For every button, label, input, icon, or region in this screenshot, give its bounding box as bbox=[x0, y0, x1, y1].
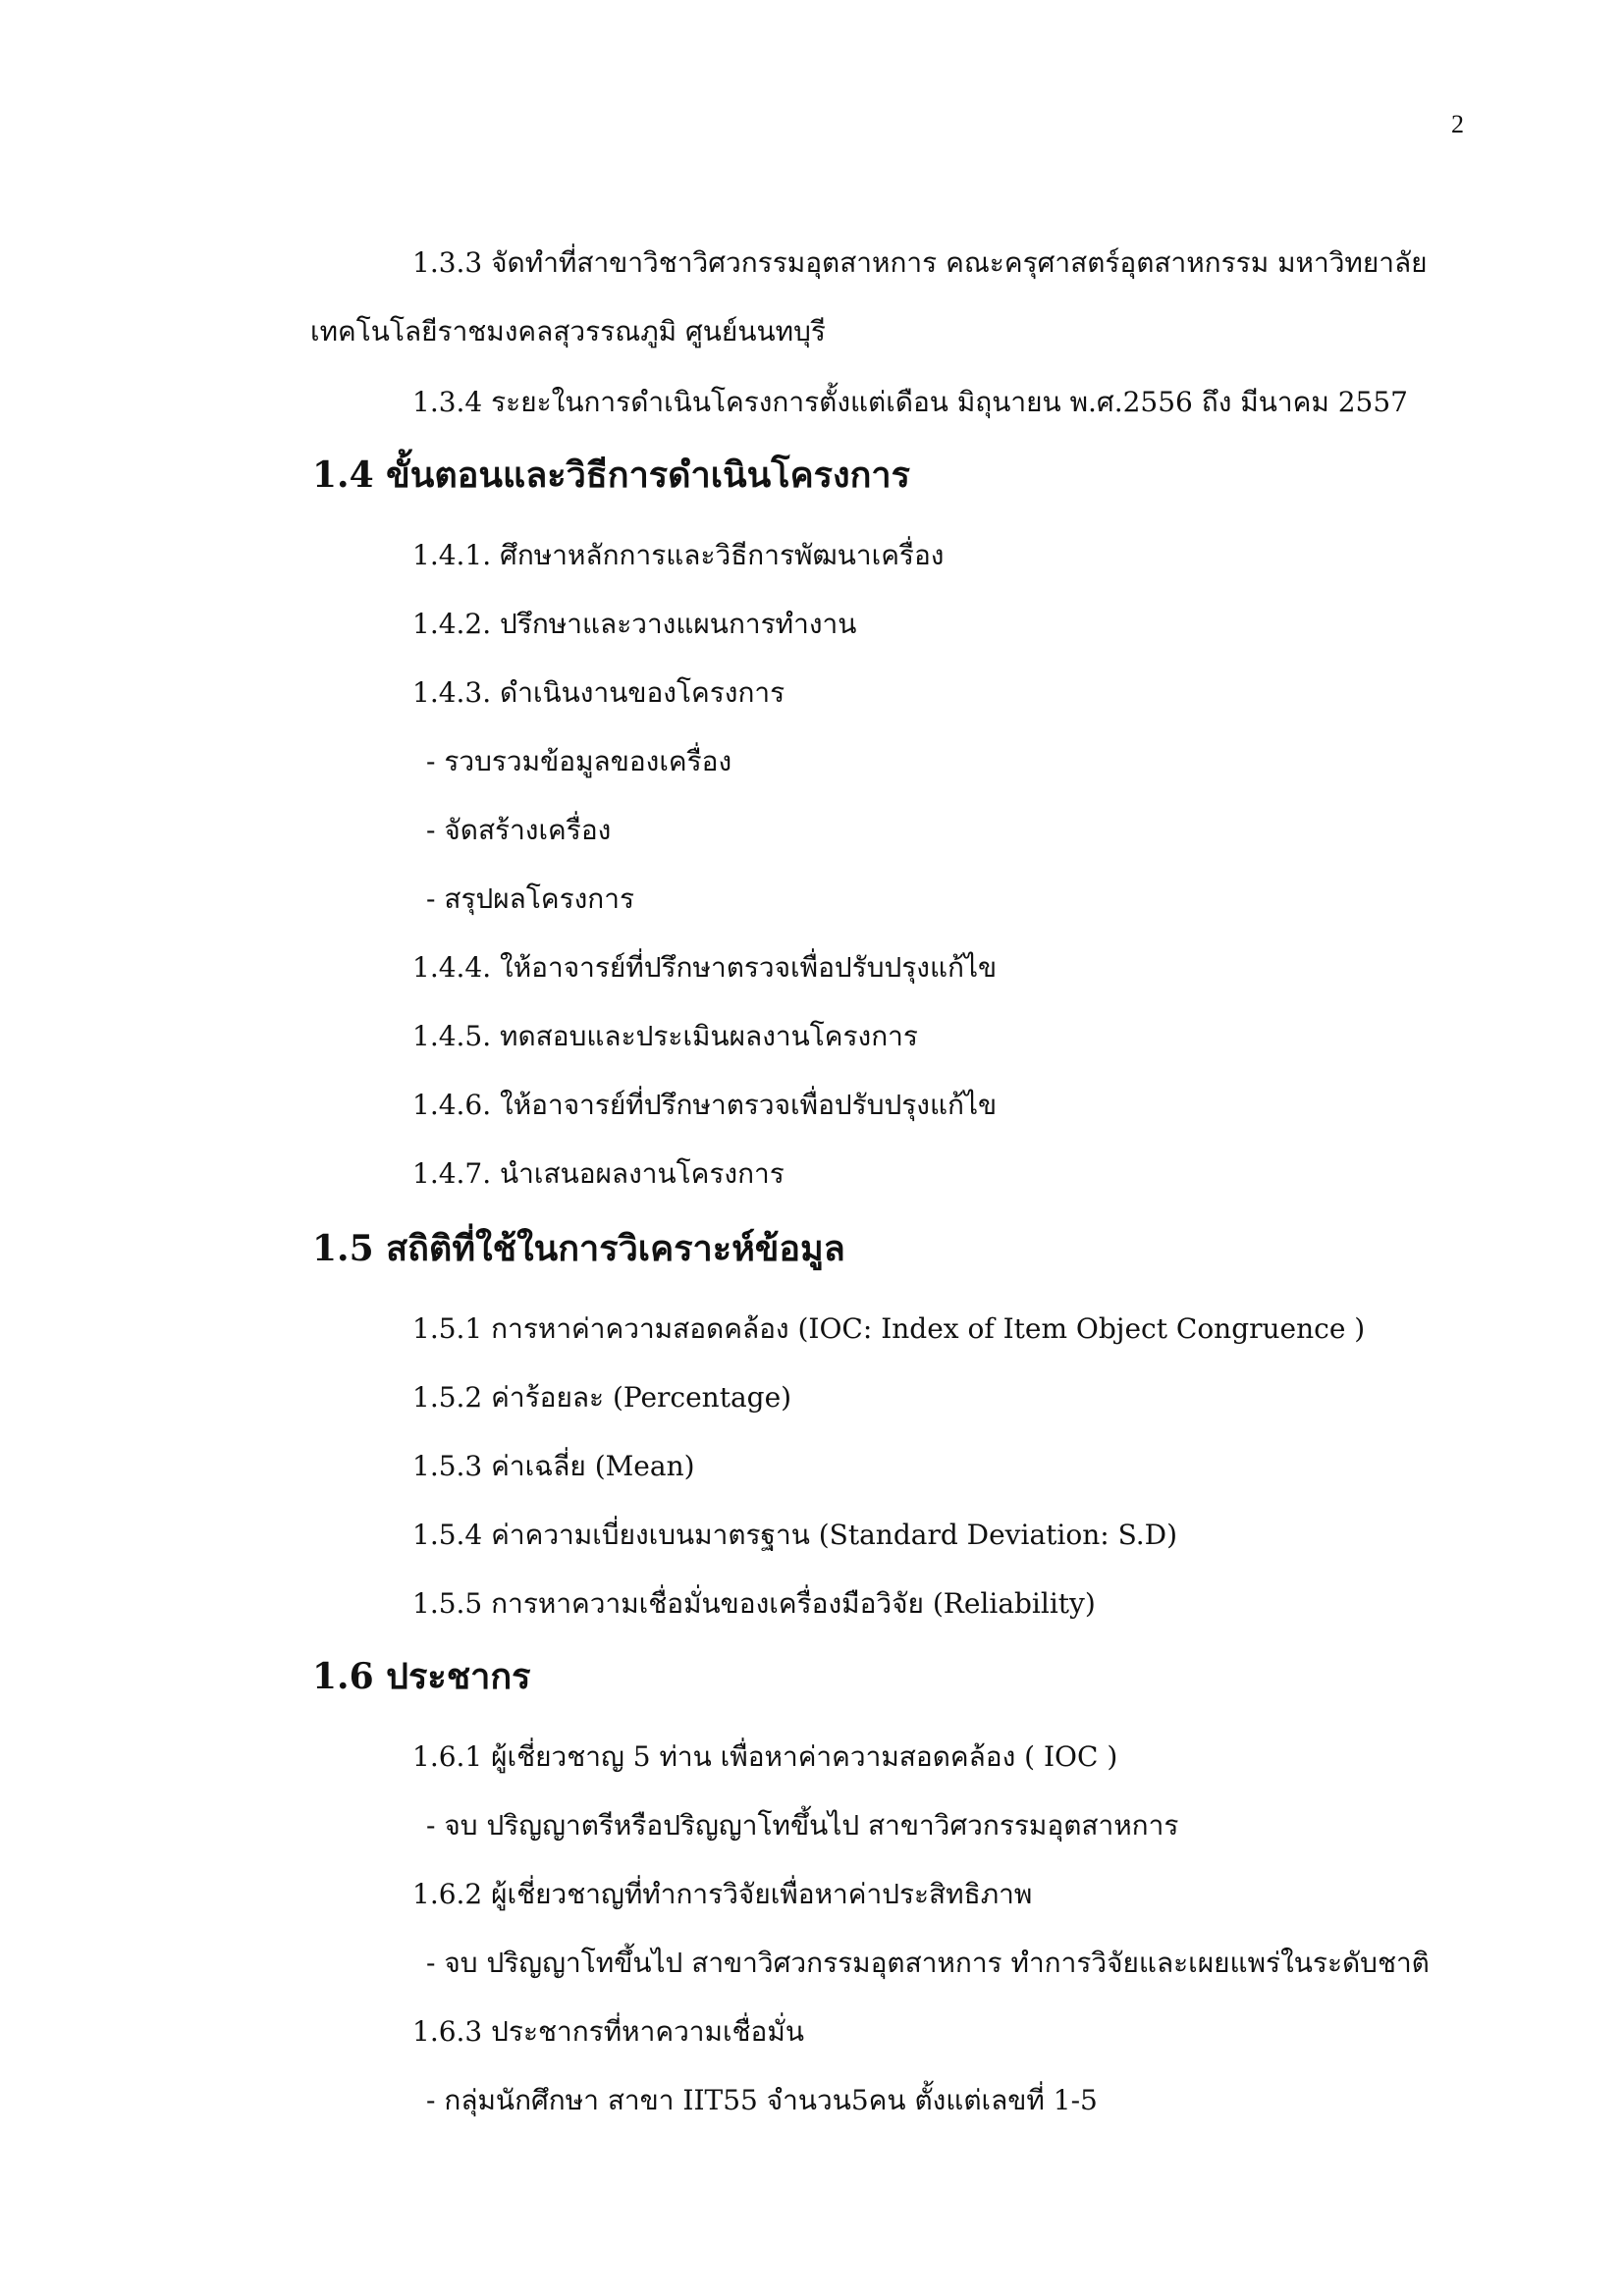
page-number: 2 bbox=[1451, 110, 1464, 138]
item-1-4-6: 1.4.6. ให้อาจารย์ที่ปรึกษาตรวจเพื่อปรับปรุงแก้ไข bbox=[412, 1089, 998, 1121]
item-1-6-3: 1.6.3 ประชากรที่หาความเชื่อมั่น bbox=[412, 2015, 804, 2048]
heading-1-5: 1.5 สถิติที่ใช้ในการวิเคราะห์ข้อมูล bbox=[312, 1228, 845, 1269]
item-1-4-3-sub1: - รวบรวมข้อมูลของเครื่อง bbox=[426, 745, 732, 777]
item-1-6-3-sub: - กลุ่มนักศึกษา สาขา IIT55 จำนวน5คน ตั้งแต่เลขที่ 1-5 bbox=[426, 2084, 1098, 2116]
item-1-4-2: 1.4.2. ปรึกษาและวางแผนการทำงาน bbox=[412, 608, 857, 640]
item-1-5-2: 1.5.2 ค่าร้อยละ (Percentage) bbox=[412, 1381, 792, 1414]
item-1-3-3-line1: 1.3.3 จัดทำที่สาขาวิชาวิศวกรรมอุตสาหการ คณะครุศาสตร์อุตสาหกรรม มหาวิทยาลัย bbox=[412, 246, 1428, 279]
item-1-5-1: 1.5.1 การหาค่าความสอดคล้อง (IOC: Index of Item Object Congruence ) bbox=[412, 1312, 1366, 1345]
item-1-5-5: 1.5.5 การหาความเชื่อมั่นของเครื่องมือวิจัย (Reliability) bbox=[412, 1587, 1096, 1620]
item-1-4-5: 1.4.5. ทดสอบและประเมินผลงานโครงการ bbox=[412, 1020, 918, 1052]
item-1-5-4: 1.5.4 ค่าความเบี่ยงเบนมาตรฐาน (Standard Deviation: S.D) bbox=[412, 1519, 1178, 1551]
item-1-4-3-sub3: - สรุปผลโครงการ bbox=[426, 882, 635, 915]
item-1-4-1: 1.4.1. ศึกษาหลักการและวิธีการพัฒนาเครื่อง bbox=[412, 539, 945, 571]
item-1-4-3: 1.4.3. ดำเนินงานของโครงการ bbox=[412, 676, 785, 709]
item-1-4-4: 1.4.4. ให้อาจารย์ที่ปรึกษาตรวจเพื่อปรับปรุงแก้ไข bbox=[412, 951, 998, 984]
item-1-4-7: 1.4.7. นำเสนอผลงานโครงการ bbox=[412, 1157, 785, 1190]
item-1-6-1: 1.6.1 ผู้เชี่ยวชาญ 5 ท่าน เพื่อหาค่าความสอดคล้อง ( IOC ) bbox=[412, 1740, 1118, 1773]
item-1-3-3-line2: เทคโนโลยีราชมงคลสุวรรณภูมิ ศูนย์นนทบุรี bbox=[310, 315, 826, 347]
item-1-5-3: 1.5.3 ค่าเฉลี่ย (Mean) bbox=[412, 1450, 695, 1482]
heading-1-4: 1.4 ขั้นตอนและวิธีการดำเนินโครงการ bbox=[312, 454, 910, 496]
heading-1-6: 1.6 ประชากร bbox=[312, 1656, 531, 1697]
item-1-6-1-sub: - จบ ปริญญาตรีหรือปริญญาโทขึ้นไป สาขาวิศวกรรมอุตสาหการ bbox=[426, 1809, 1179, 1842]
item-1-3-4: 1.3.4 ระยะในการดำเนินโครงการตั้งแต่เดือน มิถุนายน พ.ศ.2556 ถึง มีนาคม 2557 bbox=[412, 386, 1408, 418]
item-1-4-3-sub2: - จัดสร้างเครื่อง bbox=[426, 814, 612, 846]
item-1-6-2: 1.6.2 ผู้เชี่ยวชาญที่ทำการวิจัยเพื่อหาค่าประสิทธิภาพ bbox=[412, 1878, 1033, 1910]
item-1-6-2-sub: - จบ ปริญญาโทขึ้นไป สาขาวิศวกรรมอุตสาหการ ทำการวิจัยและเผยแพร่ในระดับชาติ bbox=[426, 1947, 1430, 1979]
